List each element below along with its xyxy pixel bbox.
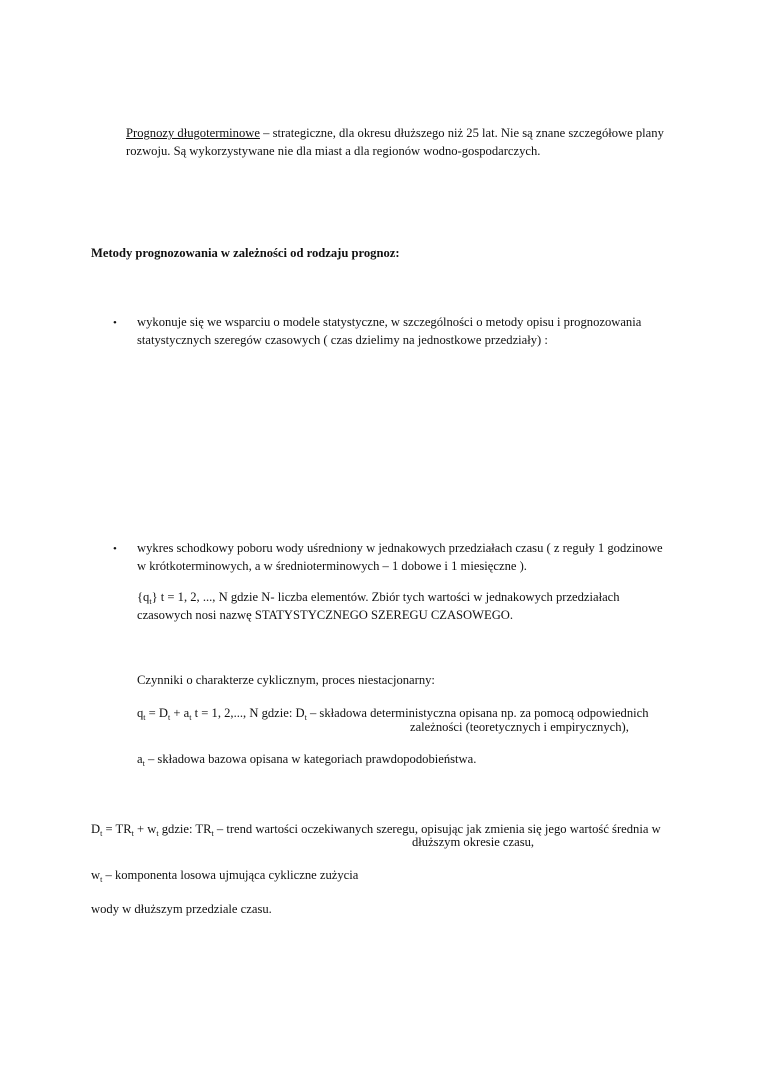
long-term-forecast-line-2: rozwoju. Są wykorzystywane nie dla miast a dla regionów wodno-gospodarczych.: [126, 144, 541, 158]
bullet-marker-1: •: [113, 317, 117, 329]
series-definition-line-2: czasowych nosi nazwę STATYSTYCZNEGO SZEREGU CZASOWEGO.: [137, 608, 514, 622]
formula-q-line-2: zależności (teoretycznych i empirycznych),: [410, 720, 629, 734]
bullet-2-line-2: w krótkoterminowych, a w średnioterminowych – 1 dobowe i 1 miesięczne ).: [137, 559, 527, 573]
bullet-marker-2: •: [113, 543, 117, 555]
formula-d-line-1: $D_t = TR_t + w_t$ gdzie: $TR_t$ – trend wartości oczekiwanych szeregu, opisując jak zmienia się jego wartość średnia w: [91, 822, 661, 838]
component-w-line: $w_t$ – komponenta losowa ujmująca cykliczne zużycia: [91, 868, 359, 884]
bullet-2-line-1: wykres schodkowy poboru wody uśredniony w jednakowych przedziałach czasu ( z reguły 1 godzinowe: [137, 541, 663, 555]
long-term-forecast-desc: – strategiczne, dla okresu dłuższego niż 25 lat. Nie są znane szczegółowe plany: [259, 126, 664, 140]
series-definition-line-1: $\{q_t\} t = 1$, 2, ..., N gdzie N- liczba elementów. Zbiór tych wartości w jednakowych przedziałach: [137, 590, 620, 606]
bullet-1-line-2: statystycznych szeregów czasowych ( czas dzielimy na jednostkowe przedziały) :: [137, 333, 548, 347]
long-term-forecast-term: Prognozy długoterminowe: [126, 126, 260, 140]
bullet-1-line-1: wykonuje się we wsparciu o modele statystyczne, w szczególności o metody opisu i prognozowania: [137, 315, 642, 329]
component-a-line: $a_t$ – składowa bazowa opisana w kategoriach prawdopodobieństwa.: [137, 752, 477, 768]
formula-q-line-1: $q_t = D_t + a_t$ t = 1, 2,..., N gdzie: $D_t$ – składowa deterministyczna opisana np. za pomocą odpowiednich: [137, 706, 649, 722]
long-term-forecast-line-1: [126, 124, 664, 142]
closing-line: wody w dłuższym przedziale czasu.: [91, 902, 272, 916]
cyclic-factors-text: Czynniki o charakterze cyklicznym, proces niestacjonarny:: [137, 673, 435, 687]
formula-d-line-2: dłuższym okresie czasu,: [412, 835, 535, 849]
section-heading: Metody prognozowania w zależności od rodzaju prognoz:: [91, 246, 400, 260]
